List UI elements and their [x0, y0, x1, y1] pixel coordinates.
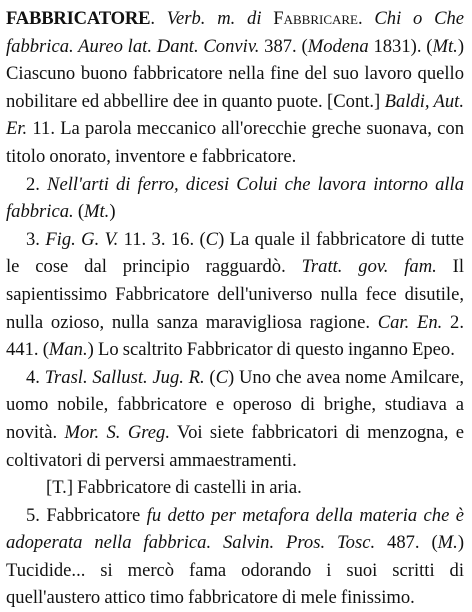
quotation: 11. La parola meccanico all'orecchie greche suonava, con titolo onorato, inventore e fabbricatore. [6, 118, 464, 167]
sense-number: 4. [26, 366, 45, 388]
sense-4 [6, 364, 464, 474]
quotation: ) Uno che avea nome Amilcare, uomo nobile, fabbricatore e operoso di brighe, studiava a novità. [6, 366, 465, 443]
quotation: Voi siete fabbricatori di menzogna, e coltivatori di perversi ammaestramenti. [6, 421, 464, 471]
sense-definition: Nell'arti di ferro, dicesi Colui che lavora intorno alla fabbrica. [6, 173, 464, 223]
sense-2 [6, 171, 464, 226]
source-citation: Trasl. Sallust. Jug. R. [44, 366, 205, 388]
source-abbrev: M. [437, 532, 458, 554]
quotation: ) Tucidide... si mercò fama odorando i suoi scritti di quell'austero attico timo fabbricatore di mele finissimo. [6, 532, 465, 609]
text-run: 387. ( [259, 35, 308, 57]
definition-text: Chi o Che fabbrica. Aureo lat. Dant. Conviv. [6, 8, 465, 57]
text-run: ) [109, 201, 116, 223]
quotation: ) La quale il fabbricatore di tutte le cose dal principio ragguardò. [6, 228, 465, 278]
text-run: 11. 3. 16. ( [118, 228, 206, 250]
text-run: 1831). ( [368, 35, 433, 57]
source-citation: Fig. G. V. [45, 228, 119, 250]
dictionary-entry [6, 5, 464, 612]
source-abbrev: Man. [48, 339, 88, 361]
entry-definition [6, 5, 464, 171]
source-citation: Car. En. [377, 311, 443, 333]
term: Fabbricatore [46, 504, 141, 526]
sense-number: 5. [26, 504, 47, 526]
source-citation: Tratt. gov. fam. [301, 256, 437, 278]
source-abbrev: Mt. [84, 201, 110, 223]
sense-5 [6, 502, 464, 612]
headword: FABBRICATORE [6, 8, 151, 29]
sense-number: 2. [26, 173, 48, 195]
quotation: ) Ciascuno buono fabbricatore nella fine del suo lavoro quello nobilitare ed abbellire dee in quanto puote. [Cont.] [6, 35, 465, 112]
sense-number: 3. [26, 228, 46, 250]
source-citation: Modena [307, 35, 369, 57]
source-abbrev: C [205, 228, 219, 250]
note-text: [T.] Fabbricatore di castelli in aria. [46, 477, 302, 499]
text-run: ( [204, 366, 216, 388]
source-abbrev: Mt. [432, 35, 458, 57]
sense-4-note [6, 474, 464, 502]
source-citation: Baldi, Aut. Er. [6, 90, 464, 140]
sense-definition: fu detto per metafora della materia che è adoperata nella fabbrica. Salvin. Pros. Tosc. [6, 504, 464, 554]
source-citation: Mor. S. Greg. [64, 421, 170, 443]
source-abbrev: C [215, 366, 229, 388]
text-run: 2. 441. ( [6, 311, 464, 361]
text-run: . [150, 8, 167, 29]
grammar-label: Verb. m. di [166, 8, 274, 29]
text-run: . [358, 8, 375, 29]
text-run: ( [73, 201, 85, 223]
quotation: Il sapientissimo Fabbricatore dell'universo nulla fece disutile, nulla ozioso, nulla sanza maravigliosa ragione. [6, 256, 464, 333]
quotation: ) Lo scaltrito Fabbricator di questo inganno Epeo. [87, 339, 455, 361]
sense-3 [6, 226, 464, 364]
text-run: 487. ( [375, 532, 438, 554]
cross-reference: Fabbricare [273, 8, 358, 29]
